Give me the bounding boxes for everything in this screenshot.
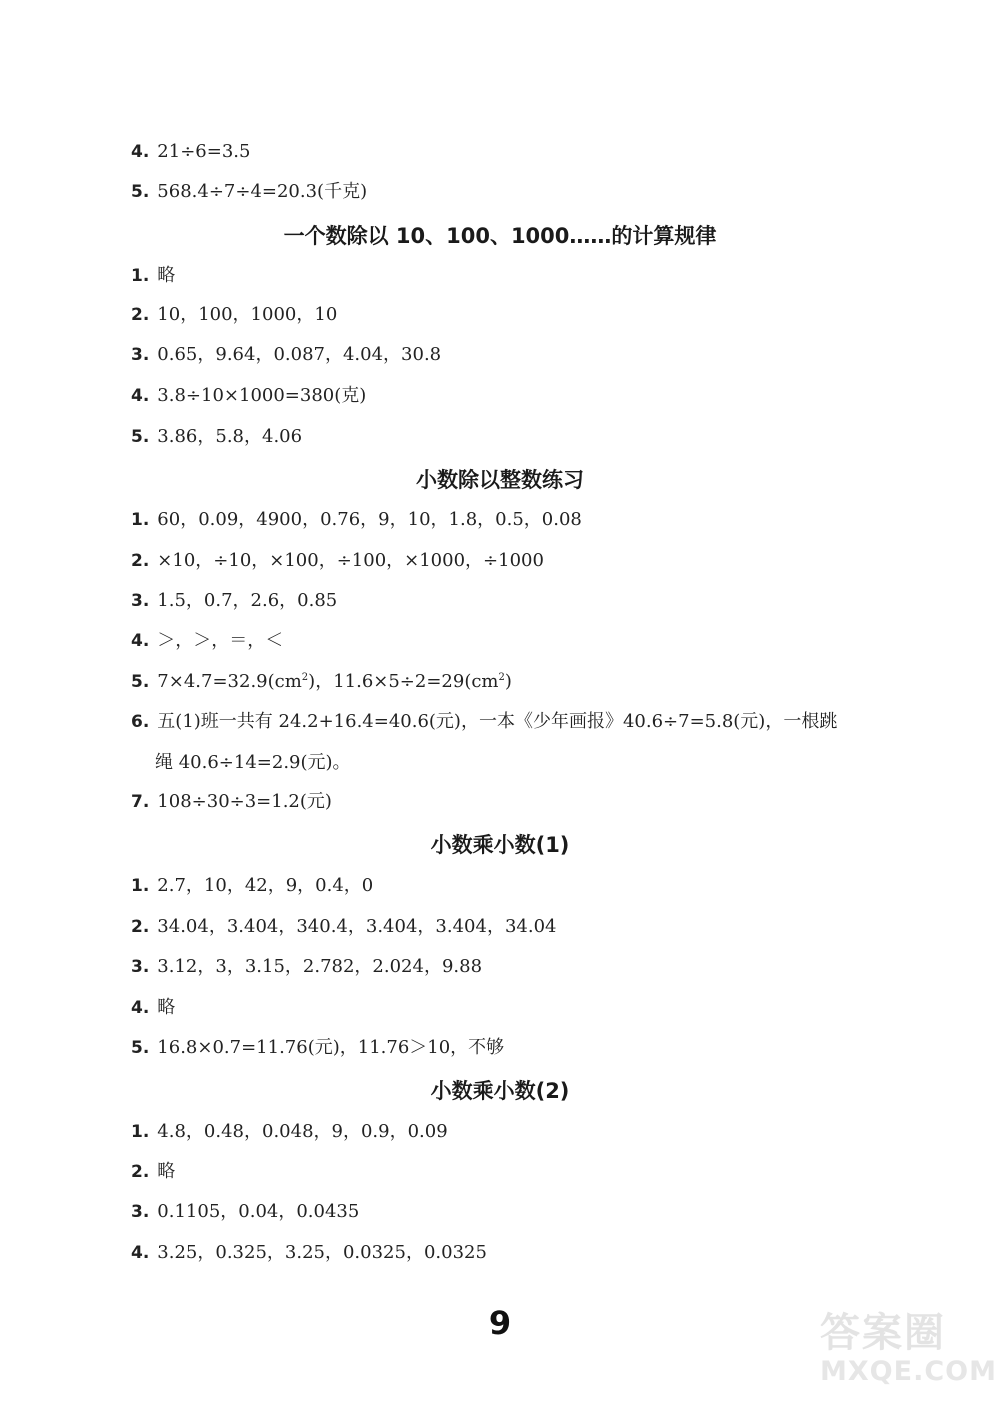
item-text-part: 7×4.7=32.9(cm: [157, 671, 302, 692]
item-text: 3.86，5.8，4.06: [157, 426, 303, 447]
item-text: 16.8×0.7=11.76(元)，11.76＞10，不够: [157, 1037, 505, 1058]
item-text: 60，0.09，4900，0.76，9，10，1.8，0.5，0.08: [157, 509, 582, 530]
answer-item: [131, 264, 175, 288]
item-text: 五(1)班一共有 24.2+16.4=40.6(元)，一本《少年画报》40.6÷7=5.8(元)，一根跳: [157, 711, 838, 732]
item-number: 1.: [131, 266, 150, 286]
answer-item: [131, 955, 482, 979]
item-number: 5.: [131, 672, 150, 692]
item-text-part: ): [504, 671, 512, 692]
answer-item: [131, 508, 582, 532]
item-text: 略: [157, 997, 176, 1018]
item-number: 6.: [131, 712, 150, 732]
answer-item: [131, 710, 837, 734]
item-text: ＞，＞，＝，＜: [157, 630, 284, 651]
answer-item: [131, 1160, 175, 1184]
item-number: 3.: [131, 1202, 150, 1222]
answer-item: [131, 874, 373, 898]
answer-item: [131, 343, 441, 367]
item-number: 3.: [131, 345, 150, 365]
answer-item: [131, 549, 544, 573]
item-text: 1.5，0.7，2.6，0.85: [157, 590, 338, 611]
section-title: 小数乘小数(2): [430, 1079, 570, 1103]
answer-item: [131, 384, 366, 408]
answer-item: [131, 1120, 448, 1144]
item-number: 5.: [131, 182, 150, 202]
item-number: 1.: [131, 1122, 150, 1142]
item-text: 4.8，0.48，0.048，9，0.9，0.09: [157, 1121, 448, 1142]
answer-item: [131, 180, 367, 204]
answer-item: [131, 140, 250, 164]
item-text: 0.65，9.64，0.087，4.04，30.8: [157, 344, 442, 365]
item-number: 2.: [131, 305, 150, 325]
answer-item: [131, 589, 337, 613]
item-number: 4.: [131, 998, 150, 1018]
watermark-text: 答案圈: [820, 1310, 946, 1356]
item-text: 绳 40.6÷14=2.9(元)。: [155, 752, 351, 773]
item-number: 5.: [131, 1038, 150, 1058]
item-text: 21÷6=3.5: [157, 141, 251, 162]
item-number: 4.: [131, 386, 150, 406]
answer-item: [131, 996, 175, 1020]
item-text: 34.04，3.404，340.4，3.404，3.404，34.04: [157, 916, 557, 937]
item-number: 4.: [131, 142, 150, 162]
watermark-url: MXQE.COM: [820, 1356, 997, 1387]
answer-item: [131, 1200, 359, 1224]
section-title: 小数除以整数练习: [416, 468, 584, 492]
item-text: 2.7，10，42，9，0.4，0: [157, 875, 374, 896]
item-number: 4.: [131, 631, 150, 651]
superscript: 2: [301, 672, 309, 683]
item-text: 568.4÷7÷4=20.3(千克): [157, 181, 368, 202]
watermark-logo: [820, 1310, 995, 1396]
answer-item: [131, 915, 556, 939]
item-number: 2.: [131, 917, 150, 937]
item-number: 3.: [131, 591, 150, 611]
answer-item: [131, 790, 332, 814]
answer-item: [131, 629, 283, 653]
answer-item: [131, 1036, 504, 1060]
item-text: 略: [157, 1161, 176, 1182]
answer-item: [131, 1241, 487, 1265]
item-text: 108÷30÷3=1.2(元): [157, 791, 332, 812]
item-text-part: )，11.6×5÷2=29(cm: [308, 671, 499, 692]
answer-item: [131, 670, 512, 694]
item-text: 3.8÷10×1000=380(克): [157, 385, 367, 406]
item-text: ×10，÷10，×100，÷100，×1000，÷1000: [157, 550, 544, 571]
item-number: 7.: [131, 792, 150, 812]
superscript: 2: [498, 672, 505, 683]
item-text: 0.1105，0.04，0.0435: [157, 1201, 360, 1222]
item-number: 2.: [131, 1162, 150, 1182]
item-number: 1.: [131, 510, 150, 530]
section-title: 小数乘小数(1): [430, 833, 570, 857]
item-text: 10，100，1000，10: [157, 304, 338, 325]
item-number: 4.: [131, 1243, 150, 1263]
item-text: 3.25，0.325，3.25，0.0325，0.0325: [157, 1242, 487, 1263]
item-text: 3.12，3，3.15，2.782，2.024，9.88: [157, 956, 483, 977]
answer-item: [131, 303, 337, 327]
item-number: 1.: [131, 876, 150, 896]
answer-item: [131, 425, 302, 449]
item-number: 3.: [131, 957, 150, 977]
item-number: 2.: [131, 551, 150, 571]
item-number: 5.: [131, 427, 150, 447]
page-number: 9: [488, 1304, 512, 1342]
section-title: 一个数除以 10、100、1000……的计算规律: [283, 224, 717, 248]
answer-item-continuation: [155, 751, 351, 775]
item-text: 略: [157, 265, 176, 286]
